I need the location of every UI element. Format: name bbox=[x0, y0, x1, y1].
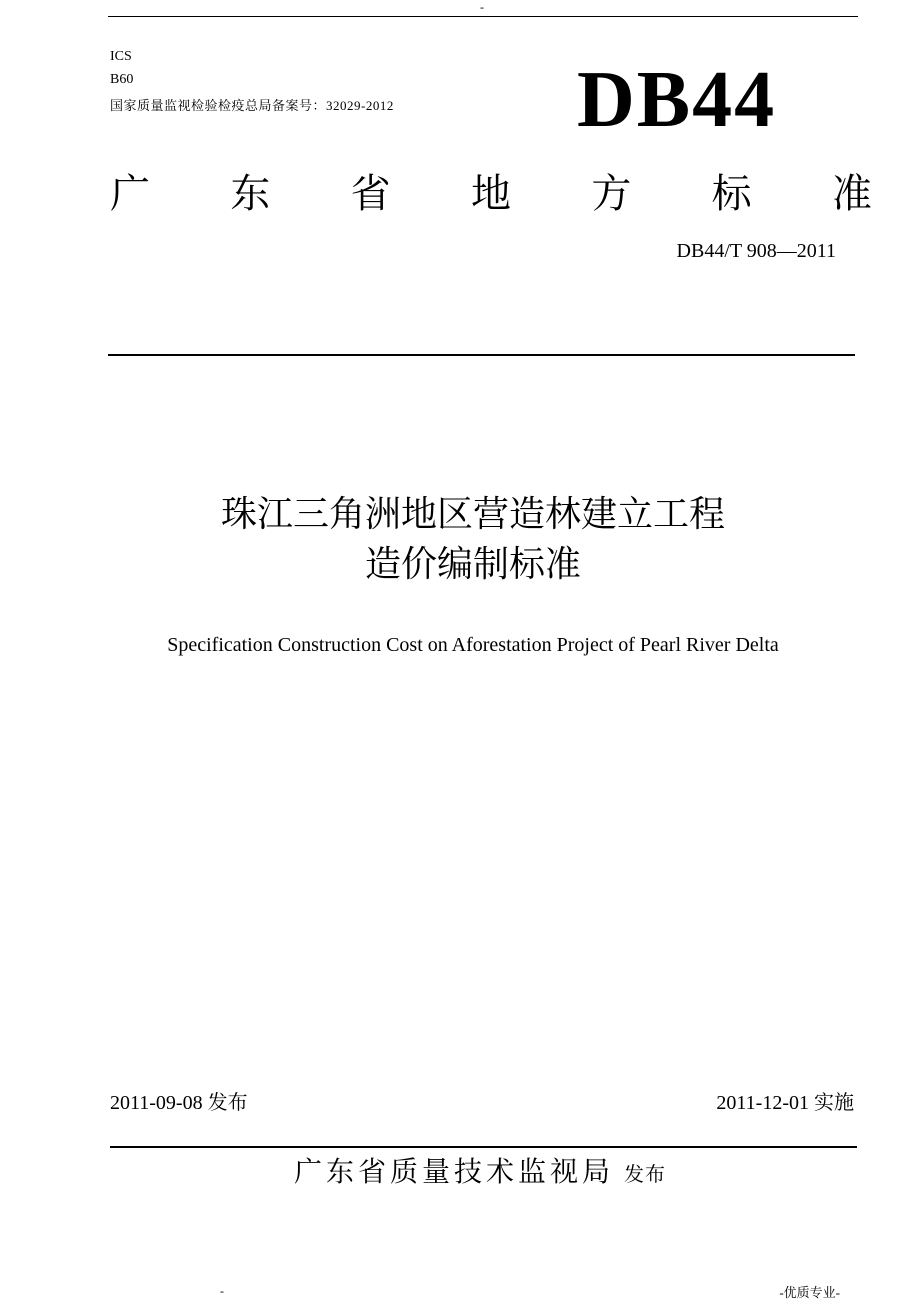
title-char: 广 bbox=[110, 171, 150, 217]
standard-type-title bbox=[110, 170, 872, 218]
chinese-title-line-1: 珠江三角洲地区营造林建立工程 bbox=[220, 494, 725, 535]
chinese-title-line-2: 造价编制标准 bbox=[364, 544, 581, 585]
implementation-date: 2011-12-01 实施 bbox=[716, 1092, 854, 1114]
title-char: 省 bbox=[350, 171, 391, 217]
issuing-authority bbox=[0, 1150, 920, 1190]
standard-code-logo: DB44 bbox=[577, 56, 777, 144]
top-dash-mark: - bbox=[480, 0, 484, 14]
footer-label: -优质专业- bbox=[779, 1285, 840, 1300]
title-char: 方 bbox=[591, 171, 632, 217]
chinese-title bbox=[0, 490, 920, 590]
standard-number: DB44/T 908—2011 bbox=[676, 240, 836, 262]
english-title: Specification Construction Cost on Aforestation Project of Pearl River Delta bbox=[167, 634, 779, 656]
middle-rule bbox=[108, 354, 855, 356]
top-rule bbox=[108, 16, 858, 17]
title-char: 标 bbox=[711, 171, 752, 217]
issue-date: 2011-09-08 发布 bbox=[110, 1092, 248, 1114]
ics-label: ICS bbox=[110, 49, 132, 64]
issuer-name: 广东省质量技术监视局 bbox=[293, 1155, 614, 1188]
title-char: 东 bbox=[230, 171, 271, 217]
record-number: 国家质量监视检验检疫总局备案号：32029-2012 bbox=[110, 98, 394, 113]
issuer-suffix: 发布 bbox=[624, 1162, 666, 1186]
title-char: 地 bbox=[470, 171, 511, 217]
title-char: 准 bbox=[831, 171, 872, 217]
ccs-label: B60 bbox=[110, 72, 134, 87]
bottom-rule bbox=[110, 1146, 857, 1148]
footer-dash-mark: - bbox=[220, 1284, 224, 1298]
